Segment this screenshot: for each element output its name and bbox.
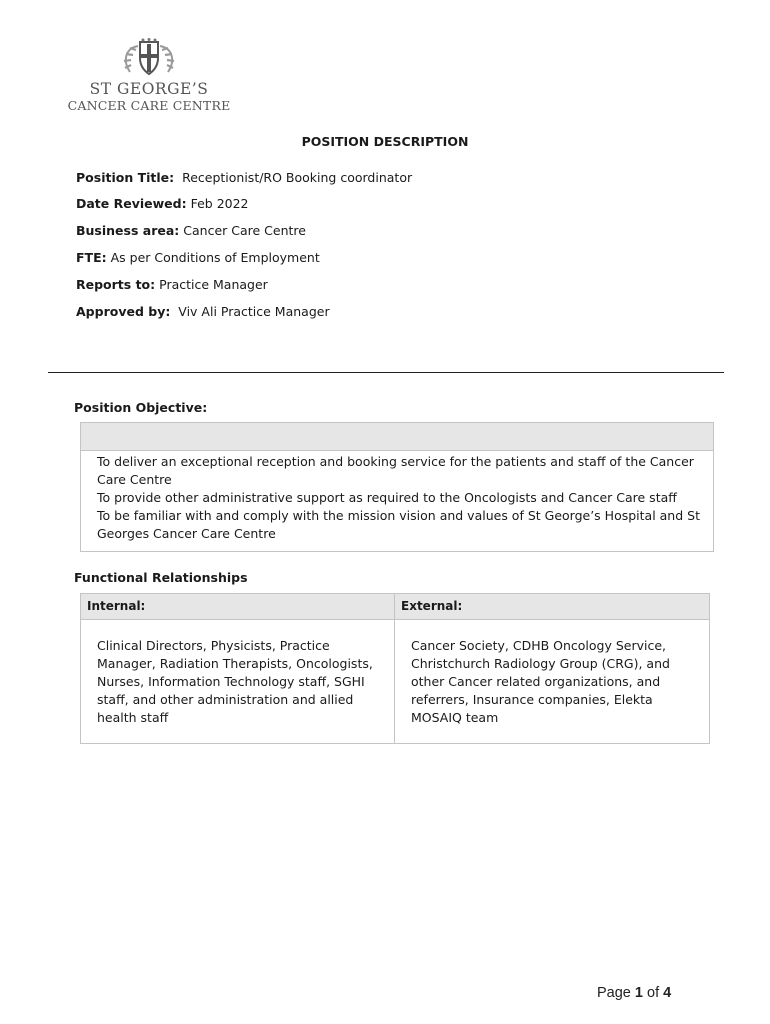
field-approved-by xyxy=(76,304,330,319)
field-value: Practice Manager xyxy=(159,277,268,292)
objective-box xyxy=(80,422,714,552)
logo xyxy=(64,38,234,118)
objective-heading: Position Objective: xyxy=(74,400,208,415)
field-reports-to xyxy=(76,277,268,292)
field-date-reviewed xyxy=(76,196,249,211)
field-fte xyxy=(76,250,320,265)
page-total: 4 xyxy=(663,985,672,1001)
field-label: Approved by: xyxy=(76,304,171,319)
page-of: of xyxy=(647,985,660,1001)
objective-box-header xyxy=(81,423,713,451)
field-business-area xyxy=(76,223,306,238)
page-number xyxy=(597,985,671,1001)
relationships-table xyxy=(80,593,710,744)
relationships-heading: Functional Relationships xyxy=(74,570,248,585)
page-word: Page xyxy=(597,985,631,1001)
field-value: Cancer Care Centre xyxy=(183,223,306,238)
field-label: Reports to: xyxy=(76,277,156,292)
objective-body xyxy=(81,451,713,543)
internal-header: Internal: xyxy=(81,594,395,619)
field-label: Position Title: xyxy=(76,170,175,185)
page-current: 1 xyxy=(634,985,643,1001)
field-label: Date Reviewed: xyxy=(76,196,187,211)
relationships-body-row xyxy=(81,620,709,744)
field-label: FTE: xyxy=(76,250,107,265)
field-value: Feb 2022 xyxy=(190,196,249,211)
external-header: External: xyxy=(401,599,463,613)
divider xyxy=(48,372,724,373)
logo-line-2: CANCER CARE CENTRE xyxy=(67,98,231,113)
field-position-title xyxy=(76,170,412,185)
field-label: Business area: xyxy=(76,223,180,238)
logo-line-1: ST GEORGE’S xyxy=(89,80,209,98)
objective-line: To be familiar with and comply with the mission vision and values of St George’s Hospital and St Georges Cancer Care Centre xyxy=(97,508,700,541)
field-value: Viv Ali Practice Manager xyxy=(178,304,330,319)
field-value: As per Conditions of Employment xyxy=(110,250,320,265)
document-title: POSITION DESCRIPTION xyxy=(301,134,469,149)
crest-icon xyxy=(116,38,182,78)
objective-line: To provide other administrative support as required to the Oncologists and Cancer Care staff xyxy=(97,490,677,505)
relationships-header-row xyxy=(81,594,709,620)
field-value: Receptionist/RO Booking coordinator xyxy=(182,170,413,185)
internal-cell: Clinical Directors, Physicists, Practice Manager, Radiation Therapists, Oncologists, Nurses, Information Technology staff, SGHI staff, and other administration and allied health staff xyxy=(81,620,395,744)
external-cell: Cancer Society, CDHB Oncology Service, Christchurch Radiology Group (CRG), and other Cancer related organizations, and referrers, Insurance companies, Elekta MOSAIQ team xyxy=(411,638,670,725)
objective-line: To deliver an exceptional reception and booking service for the patients and staff of the Cancer Care Centre xyxy=(97,454,694,487)
